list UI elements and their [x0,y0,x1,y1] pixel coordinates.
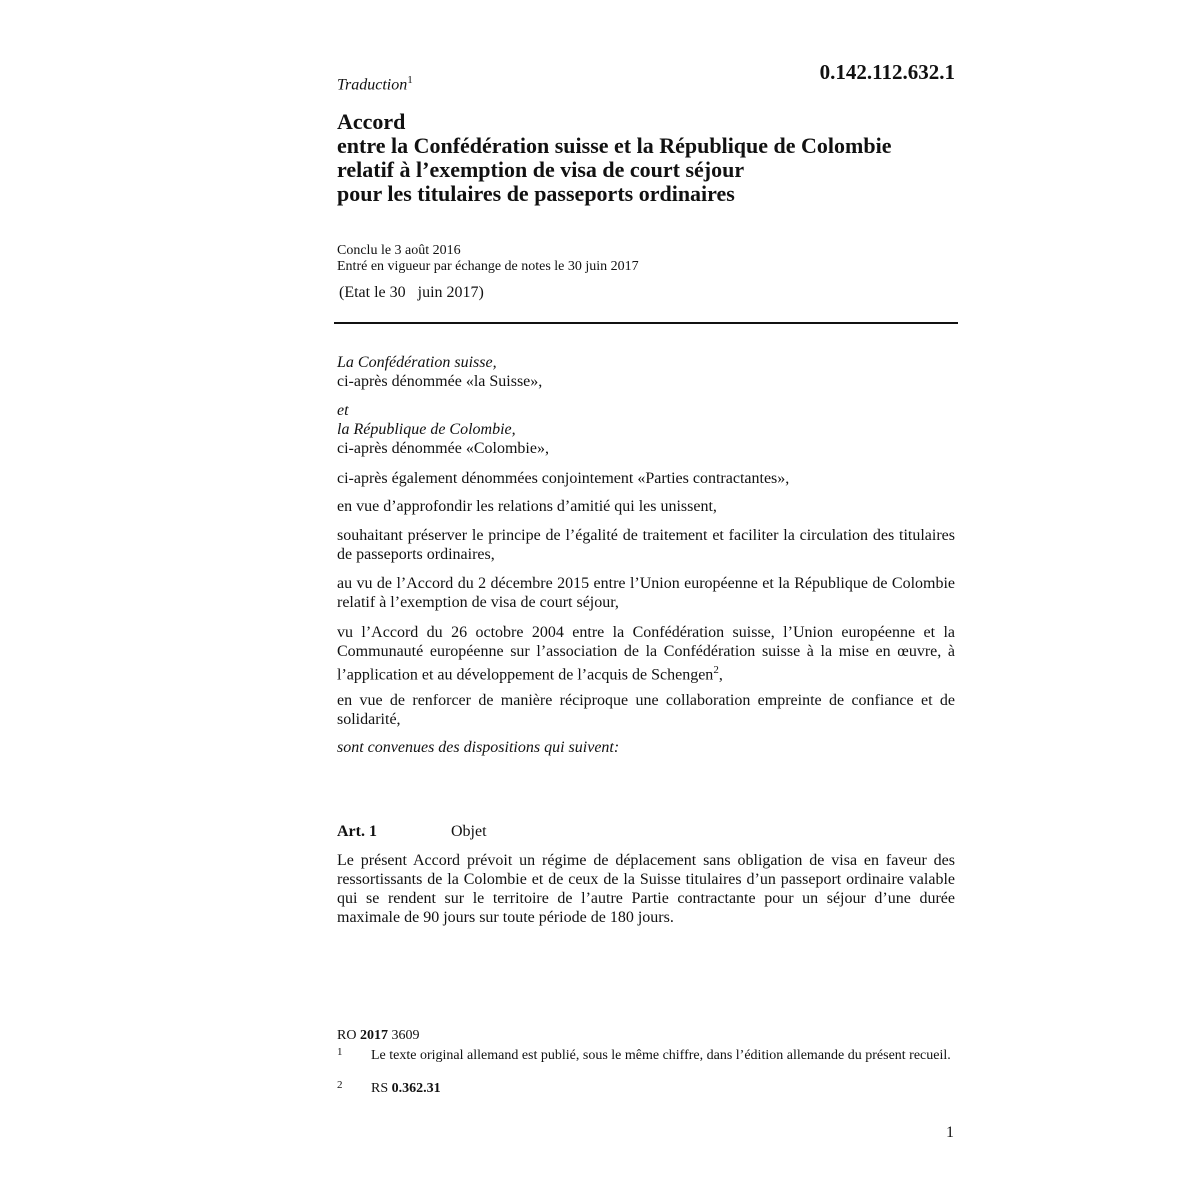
title-line-2: entre la Confédération suisse et la République de Colombie [337,133,892,158]
title-line-4: pour les titulaires de passeports ordinaires [337,181,735,206]
title-line-1: Accord [337,109,406,134]
ro-reference [337,1028,419,1044]
ro-year: 2017 [359,1028,388,1043]
rs-prefix: RS [371,1081,389,1096]
page-number: 1 [946,1124,954,1141]
traduction-label [337,74,413,94]
preamble-paragraph: ci-après également dénommées conjointement «Parties contractantes», [337,470,790,487]
footnote-number: 1 [337,1046,343,1058]
party-alias-colombie: ci-après dénommée «Colombie», [337,440,549,457]
footnote-text: Le texte original allemand est publié, sous le même chiffre, dans l’édition allemande du présent recueil. [371,1048,951,1063]
traduction-text: Traduction [337,76,408,94]
footnote-2 [337,1081,955,1097]
ro-prefix: RO [337,1028,357,1043]
conjunction-et: et [337,402,349,419]
preamble-closing: sont convenues des dispositions qui suivent: [337,739,620,756]
footnote-ref-2[interactable]: 2 [713,664,719,676]
article-1-text: Le présent Accord prévoit un régime de déplacement sans obligation de visa en faveur des ressortissants de la Colombie et de ceux de la Suisse titulaires d’un passeport ordinaire valable qui se rendent sur le territoire de l’autre Partie contractante pour un séjour d’une durée maximale de 90 jours sur toute période de 180 jours. [337,852,955,926]
ro-page: 3609 [391,1028,420,1043]
entry-into-force: Entré en vigueur par échange de notes le 30 juin 2017 [337,259,639,274]
concluded-date: Conclu le 3 août 2016 [337,243,461,258]
article-1-heading [337,823,487,841]
preamble-paragraph: en vue d’approfondir les relations d’amitié qui les unissent, [337,498,717,515]
preamble-paragraph: en vue de renforcer de manière réciproque une collaboration empreinte de confiance et de solidarité, [337,692,955,728]
footnote-ref-1[interactable]: 1 [407,74,413,86]
preamble-paragraph [337,623,955,684]
party-alias-suisse: ci-après dénommée «la Suisse», [337,373,543,390]
preamble-paragraph: souhaitant préserver le principe de l’égalité de traitement et faciliter la circulation des titulaires de passeports ordinaires, [337,527,955,563]
document-dates [337,243,639,275]
preamble-schengen-text: vu l’Accord du 26 octobre 2004 entre la Confédération suisse, l’Union européenne et la Communauté européenne sur l’association de la Confédération suisse à la mise en œuvre, à l’application et au développement de l’acquis de Schengen [337,624,955,684]
footnote-text [371,1081,955,1096]
document-title [337,110,977,206]
party-name-colombie: la République de Colombie, [337,421,516,438]
article-title: Objet [451,823,487,840]
footnote-1 [337,1048,955,1080]
status-date: (Etat le 30 juin 2017) [339,284,484,301]
preamble-paragraph: au vu de l’Accord du 2 décembre 2015 entre l’Union européenne et la République de Colombie relatif à l’exemption de visa de court séjour, [337,575,955,611]
sr-number: 0.142.112.632.1 [819,60,955,84]
footnote-number: 2 [337,1079,343,1091]
party-name-suisse: La Confédération suisse, [337,354,497,371]
preamble-party-2 [337,401,955,458]
header-divider [334,322,958,324]
article-number: Art. 1 [337,823,377,840]
preamble-party-1 [337,353,955,391]
title-line-3: relatif à l’exemption de visa de court séjour [337,157,745,182]
preamble-schengen-end: , [718,666,723,684]
rs-reference[interactable]: 0.362.31 [391,1081,441,1096]
